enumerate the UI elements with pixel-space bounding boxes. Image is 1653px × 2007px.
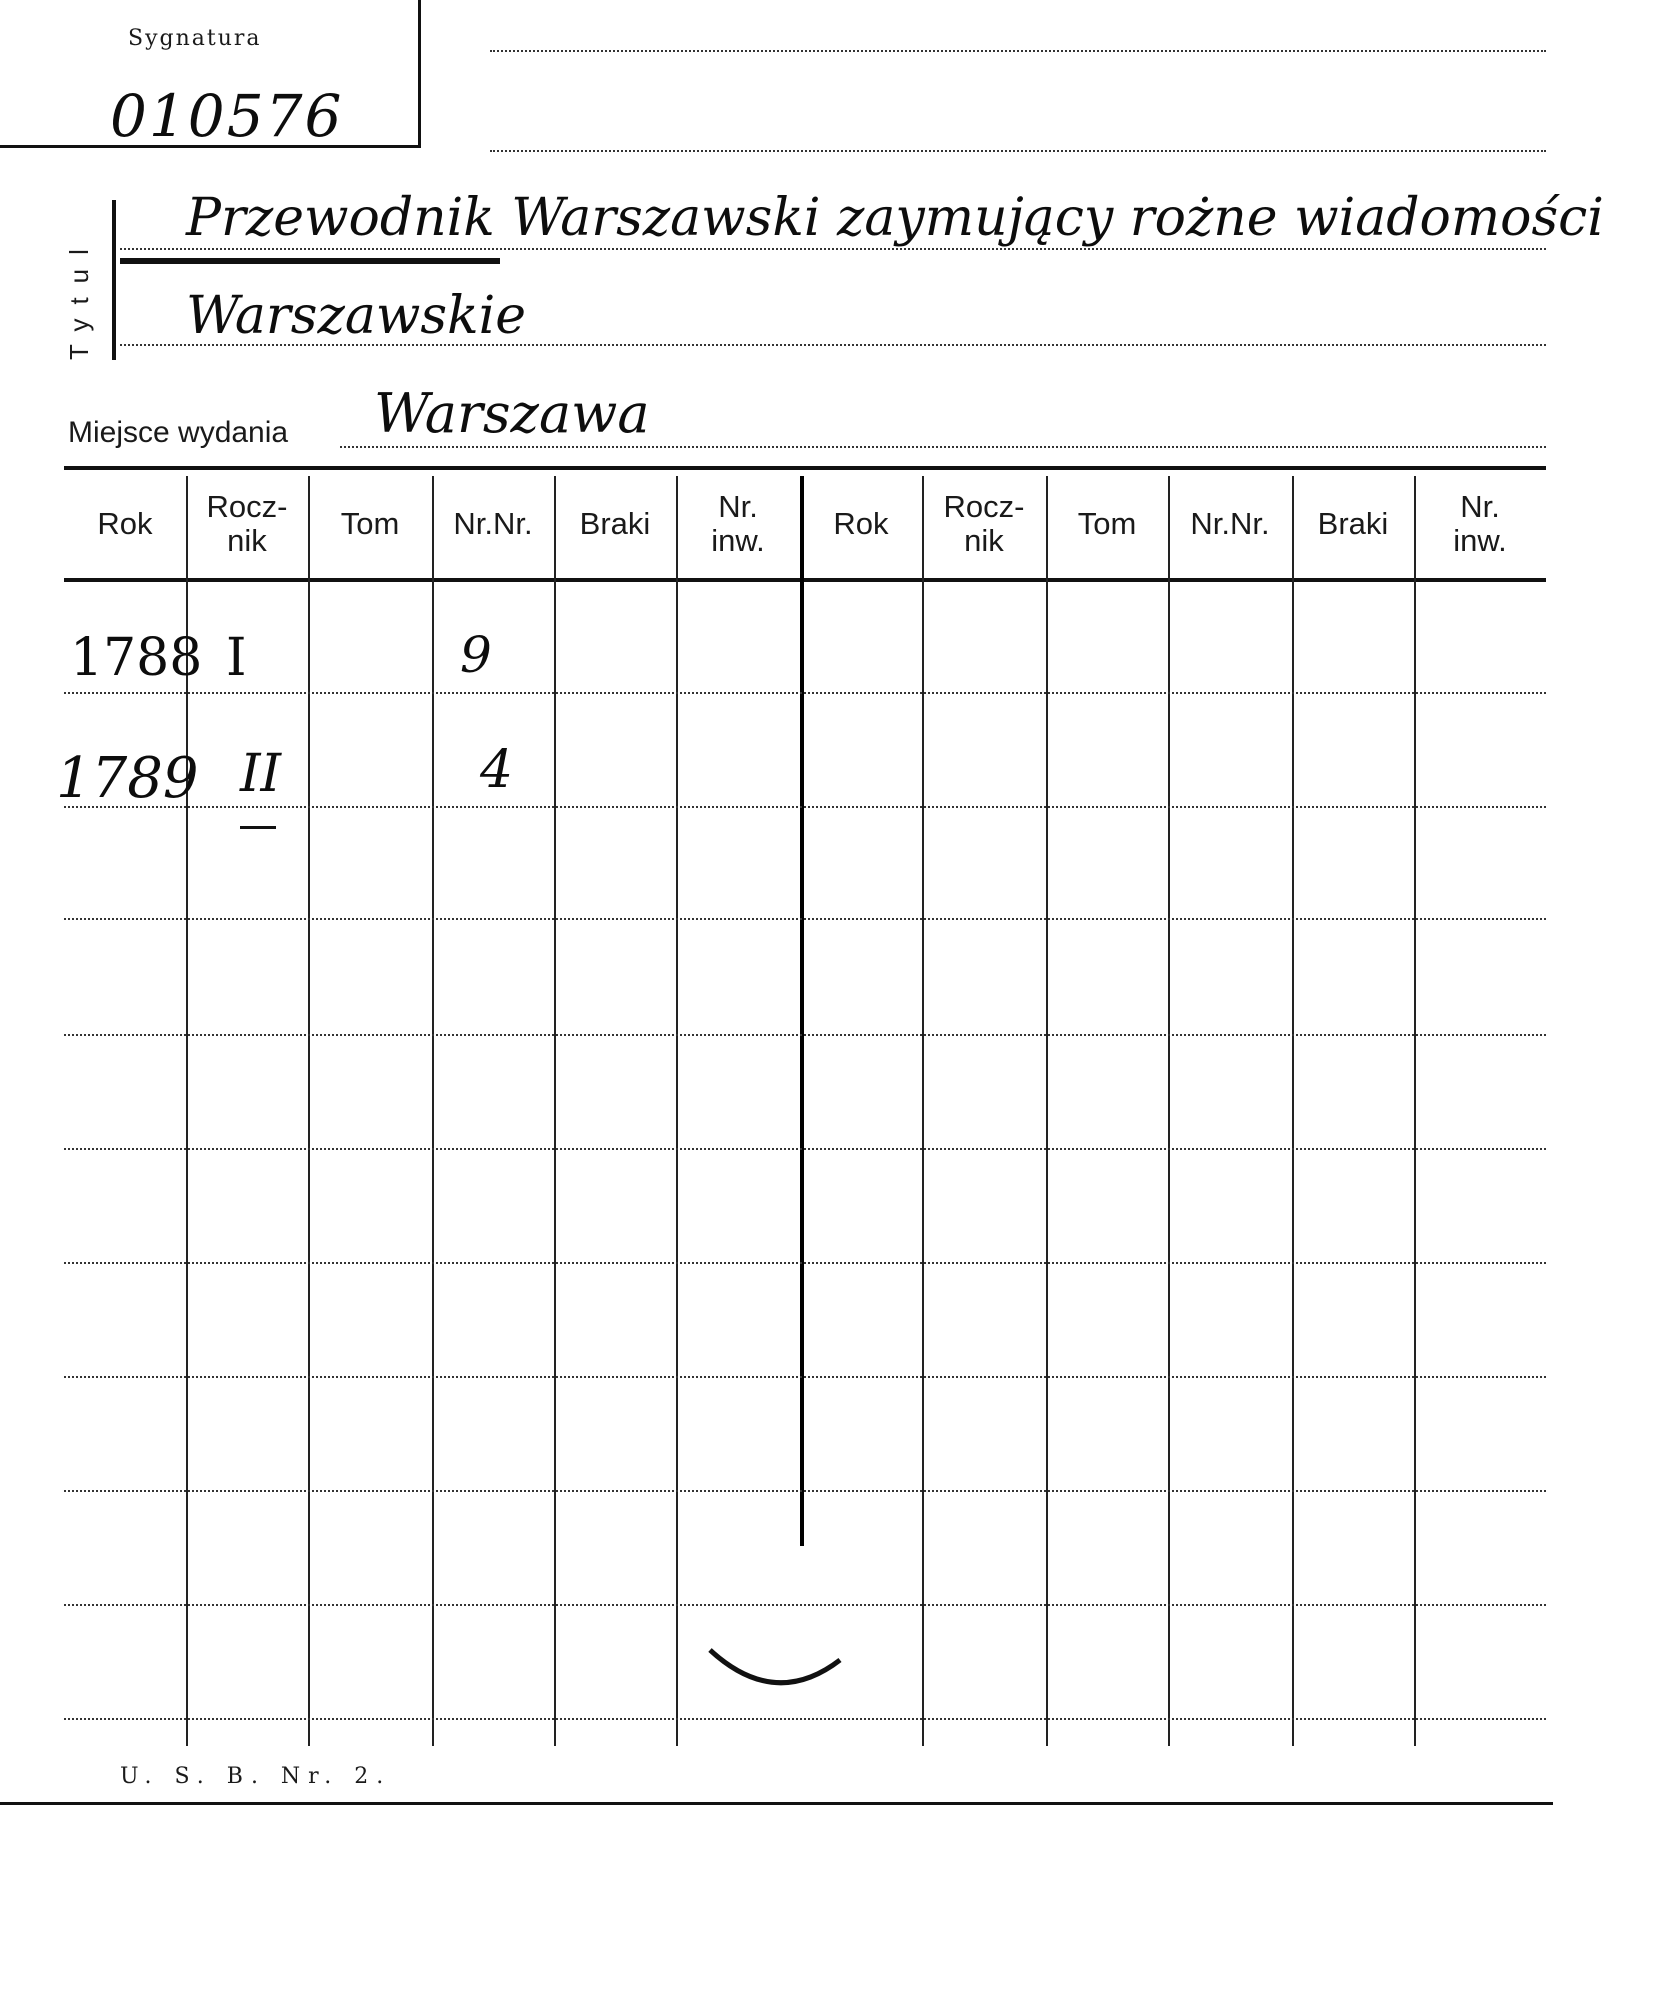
footer-rule [0, 1802, 1553, 1805]
miejsce-value: Warszawa [374, 382, 650, 445]
miejsce-label: Miejsce wydania [68, 416, 289, 449]
column-header: Rocz- nik [943, 489, 1025, 558]
table-top-rule [64, 466, 1546, 470]
title-dotted-line-1 [120, 248, 1546, 250]
column-header: Rocz- nik [206, 489, 288, 558]
column-header: Tom [340, 506, 400, 541]
column-divider [922, 476, 924, 1746]
row-line [64, 692, 1546, 694]
title-dotted-line-2 [120, 344, 1546, 346]
title-line-1: Przewodnik Warszawski zaymujący rożne wiadomości [186, 188, 1604, 248]
column-header: Rok [97, 506, 153, 541]
row-line [64, 1490, 1546, 1492]
row-line [64, 1604, 1546, 1606]
tytul-label: Tytul [64, 235, 94, 360]
column-divider [800, 476, 804, 1546]
top-dotted-line-1 [490, 50, 1546, 52]
row-1-rocznik: I [226, 628, 247, 688]
row-1-nrnr: 9 [460, 626, 492, 684]
row-line [64, 918, 1546, 920]
row-line [64, 1034, 1546, 1036]
column-header: Braki [579, 506, 651, 541]
column-header: Nr. inw. [711, 489, 765, 558]
column-divider [432, 476, 434, 1746]
row-line [64, 806, 1546, 808]
column-divider [1046, 476, 1048, 1746]
row-2-rocznik-underline [240, 826, 276, 829]
column-header: Nr.Nr. [453, 506, 533, 541]
column-header: Braki [1317, 506, 1389, 541]
row-2-nrnr: 4 [480, 740, 514, 800]
top-dotted-line-2 [490, 150, 1546, 152]
column-divider [308, 476, 310, 1746]
title-underline [120, 258, 500, 264]
column-header: Nr. inw. [1453, 489, 1507, 558]
miejsce-dotted-line [340, 446, 1546, 448]
column-header: Rok [833, 506, 889, 541]
row-line [64, 1718, 1546, 1720]
column-header: Nr.Nr. [1190, 506, 1270, 541]
footer-text: U. S. B. Nr. 2. [120, 1764, 392, 1789]
decorative-arc [700, 1630, 850, 1710]
tytul-bracket [112, 200, 116, 360]
row-line [64, 1262, 1546, 1264]
row-line [64, 1376, 1546, 1378]
column-divider [1414, 476, 1416, 1746]
row-line [64, 1148, 1546, 1150]
column-divider [1168, 476, 1170, 1746]
table-header-rule [64, 578, 1546, 582]
sygnatura-value: 010576 [110, 82, 344, 150]
column-divider [554, 476, 556, 1746]
column-header: Tom [1077, 506, 1137, 541]
row-1-rok: 1788 [70, 628, 203, 688]
row-2-rocznik: II [240, 744, 282, 804]
row-2-rok: 1789 [56, 746, 199, 811]
column-divider [1292, 476, 1294, 1746]
column-divider [676, 476, 678, 1746]
title-line-2: Warszawskie [186, 286, 526, 346]
sygnatura-label: Sygnatura [128, 26, 262, 51]
